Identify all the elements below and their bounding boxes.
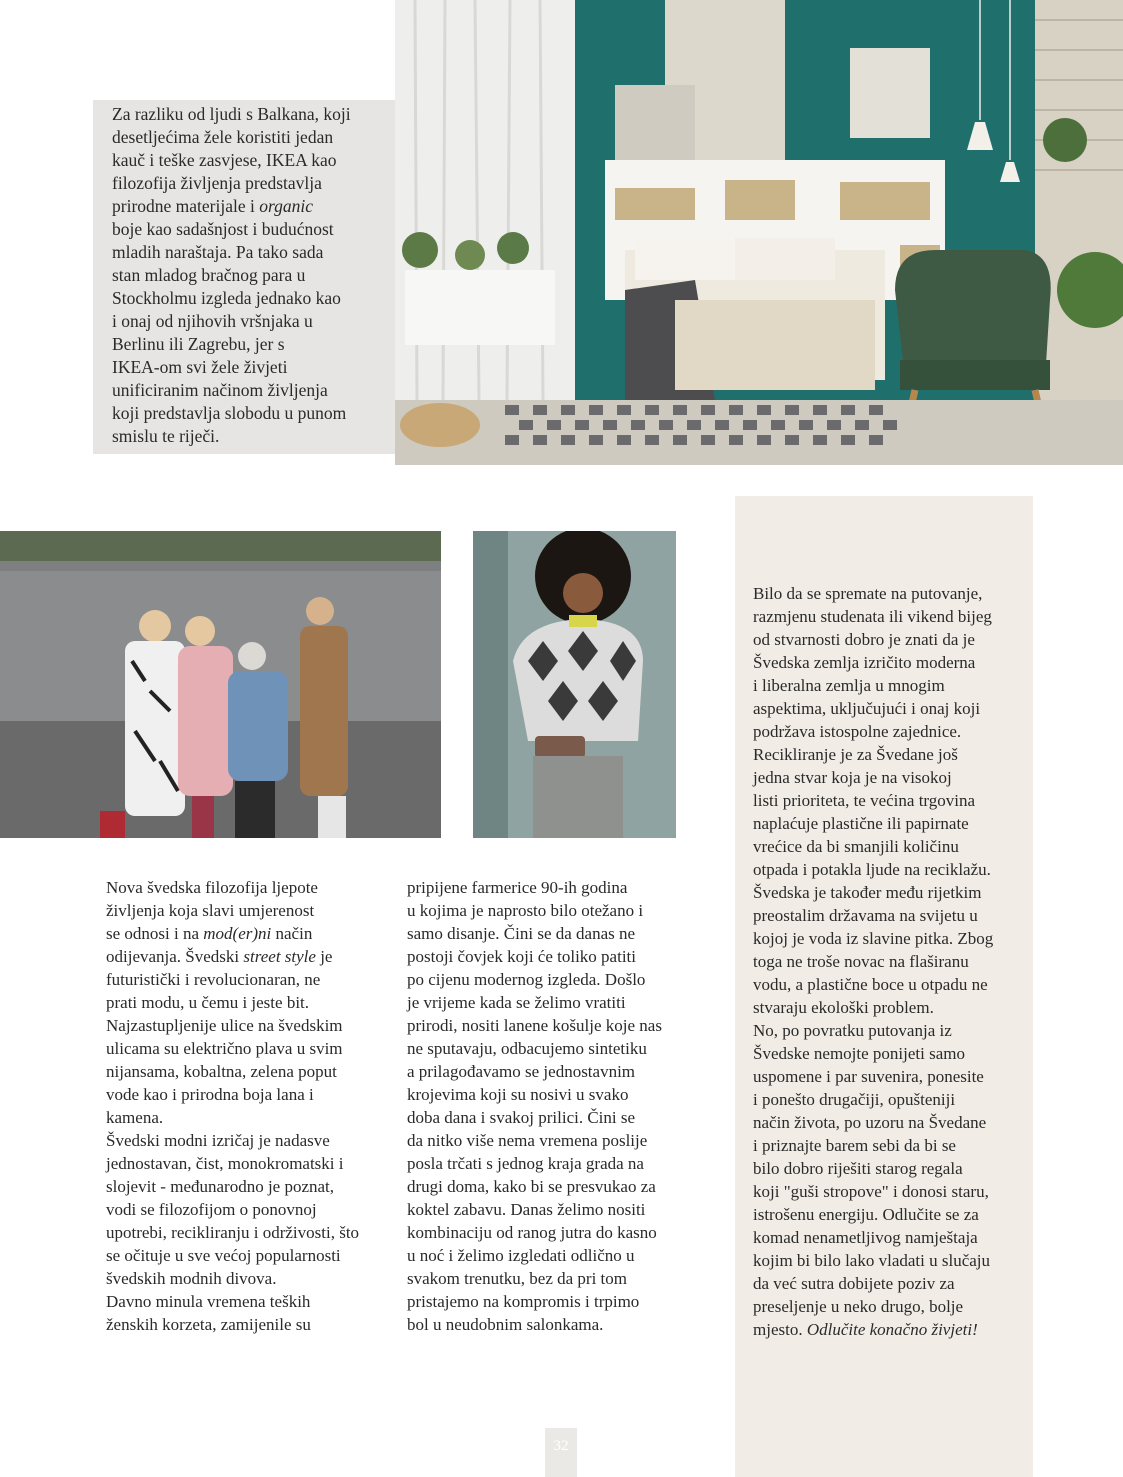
closing-emphasis: Odlučite konačno živjeti! xyxy=(806,1320,978,1339)
intro-line: mladih naraštaja. Pa tako sada xyxy=(112,242,324,262)
col1-line: upotrebi, recikliranju i održivosti, što xyxy=(106,1223,360,1242)
intro-line: kauč i teške zasvjese, IKEA kao xyxy=(112,150,337,170)
col1-line: ulicama su električno plava u svim xyxy=(106,1039,343,1058)
side-line: razmjenu studenata ili vikend bijeg xyxy=(753,607,992,626)
side-line: mjesto. Odlučite konačno živjeti! xyxy=(753,1320,978,1339)
organic-emphasis: organic xyxy=(259,196,314,216)
side-line: i ponešto drugačiji, opušteniji xyxy=(753,1090,956,1109)
col1-line: prati modu, u čemu i jeste bit. xyxy=(106,993,310,1012)
intro-text xyxy=(112,103,382,448)
col2-line: pristajemo na kompromis i trpimo xyxy=(407,1292,640,1311)
street-woman-photo xyxy=(473,531,676,838)
side-line: preostalim državama na svijetu u xyxy=(753,906,978,925)
side-line: bilo dobro riješiti starog regala xyxy=(753,1159,963,1178)
col1-line: Nova švedska filozofija ljepote xyxy=(106,878,318,897)
side-line: No, po povratku putovanja iz xyxy=(753,1021,952,1040)
side-line: od stvarnosti dobro je znati da je xyxy=(753,630,975,649)
col2-line: bol u neudobnim salonkama. xyxy=(407,1315,604,1334)
side-line: podržava istospolne zajednice. xyxy=(753,722,962,741)
col2-line: ne sputavaju, odbacujemo sintetiku xyxy=(407,1039,647,1058)
side-line: listi prioriteta, te većina trgovina xyxy=(753,791,976,810)
side-line: način života, po uzoru na Švedane xyxy=(753,1113,987,1132)
side-line: i liberalna zemlja u mnogim xyxy=(753,676,945,695)
col1-line: se očituje u sve većoj popularnosti xyxy=(106,1246,341,1265)
col2-line: prirodi, nositi lanene košulje koje nas xyxy=(407,1016,662,1035)
intro-line: smislu te riječi. xyxy=(112,426,220,446)
col2-line: samo disanje. Čini se da danas ne xyxy=(407,924,636,943)
col2-line: koktel zabavu. Danas želimo nositi xyxy=(407,1200,646,1219)
col1-line: jednostavan, čist, monokromatski i xyxy=(106,1154,344,1173)
intro-line: filozofija življenja predstavlja xyxy=(112,173,322,193)
col2-line: je vrijeme kada se želimo vratiti xyxy=(407,993,626,1012)
page-number: 32 xyxy=(545,1428,577,1477)
side-line: istrošenu energiju. Odlučite se za xyxy=(753,1205,979,1224)
col2-line: a prilagođavamo se jednostavnim xyxy=(407,1062,636,1081)
bedroom-photo xyxy=(395,0,1123,465)
intro-line: Za razliku od ljudi s Balkana, koji xyxy=(112,104,351,124)
intro-line: Stockholmu izgleda jednako kao xyxy=(112,288,341,308)
intro-line: stan mladog bračnog para u xyxy=(112,265,306,285)
col1-line: Davno minula vremena teških xyxy=(106,1292,311,1311)
col1-line: kamena. xyxy=(106,1108,164,1127)
side-line: aspektima, uključujući i onaj koji xyxy=(753,699,981,718)
col1-line: slojevit - međunarodno je poznat, xyxy=(106,1177,335,1196)
side-line: otpada i potakla ljude na reciklažu. xyxy=(753,860,991,879)
side-line: komad nenametljivog namještaja xyxy=(753,1228,978,1247)
col1-line: ženskih korzeta, zamijenile su xyxy=(106,1315,311,1334)
col1-line: se odnosi i na mod(er)ni način xyxy=(106,924,313,943)
intro-line: koji predstavlja slobodu u punom xyxy=(112,403,347,423)
side-line: Švedska je također među rijetkim xyxy=(753,883,982,902)
side-line: Švedske nemojte ponijeti samo xyxy=(753,1044,965,1063)
side-line: Švedska zemlja izričito moderna xyxy=(753,653,976,672)
side-line: stvaraju ekološki problem. xyxy=(753,998,934,1017)
article-column-2 xyxy=(407,876,687,1336)
intro-line: unificiranim načinom življenja xyxy=(112,380,328,400)
side-line: uspomene i par suvenira, ponesite xyxy=(753,1067,984,1086)
col1-line: nijansama, kobaltna, zelena poput xyxy=(106,1062,337,1081)
col2-line: pripijene farmerice 90-ih godina xyxy=(407,878,628,897)
col2-line: drugi doma, kako bi se presvukao za xyxy=(407,1177,656,1196)
col2-line: da nitko više nema vremena poslije xyxy=(407,1131,648,1150)
side-line: naplaćuje plastične ili papirnate xyxy=(753,814,969,833)
side-line: kojoj je voda iz slavine pitka. Zbog xyxy=(753,929,994,948)
side-line: kojim bi bilo lako vladati u slučaju xyxy=(753,1251,991,1270)
col2-line: po cijenu modernog izgleda. Došlo xyxy=(407,970,646,989)
intro-line: desetljećima žele koristiti jedan xyxy=(112,127,334,147)
intro-line: prirodne materijale i organic xyxy=(112,196,314,216)
col1-line: odijevanja. Švedski street style je xyxy=(106,947,333,966)
side-line: vodu, a plastične boce u otpadu ne xyxy=(753,975,988,994)
col2-line: kombinaciju od ranog jutra do kasno xyxy=(407,1223,657,1242)
modern-emphasis: mod(er)ni xyxy=(203,924,272,943)
intro-line: i onaj od njihovih vršnjaka u xyxy=(112,311,313,331)
article-column-1 xyxy=(106,876,374,1336)
street-group-photo xyxy=(0,531,441,838)
intro-line: Berlinu ili Zagrebu, jer s xyxy=(112,334,285,354)
col2-line: svakom trenutku, bez da pri tom xyxy=(407,1269,628,1288)
intro-line: IKEA-om svi žele živjeti xyxy=(112,357,288,377)
col1-line: vode kao i prirodna boja lana i xyxy=(106,1085,314,1104)
side-line: toga ne troše novac na flaširanu xyxy=(753,952,969,971)
side-line: koji "guši stropove" i donosi staru, xyxy=(753,1182,989,1201)
side-line: Bilo da se spremate na putovanje, xyxy=(753,584,983,603)
col1-line: vodi se filozofijom o ponovnoj xyxy=(106,1200,317,1219)
street-style-emphasis: street style xyxy=(243,947,316,966)
side-line: i priznajte barem sebi da bi se xyxy=(753,1136,956,1155)
col1-line: švedskih modnih divova. xyxy=(106,1269,277,1288)
side-text xyxy=(753,582,1021,1341)
col2-line: u noć i želimo izgledati odlično u xyxy=(407,1246,635,1265)
col2-line: krojevima koji su nosivi u svako xyxy=(407,1085,629,1104)
side-line: vrećice da bi smanjili količinu xyxy=(753,837,959,856)
col1-line: Švedski modni izričaj je nadasve xyxy=(106,1131,330,1150)
col1-line: Najzastupljenije ulice na švedskim xyxy=(106,1016,343,1035)
col2-line: doba dana i svakoj prilici. Čini se xyxy=(407,1108,636,1127)
col1-line: življenja koja slavi umjerenost xyxy=(106,901,315,920)
side-line: Recikliranje je za Švedane još xyxy=(753,745,958,764)
side-line: preseljenje u neko drugo, bolje xyxy=(753,1297,964,1316)
col2-line: postoji čovjek koji će toliko patiti xyxy=(407,947,636,966)
intro-line: boje kao sadašnjost i budućnost xyxy=(112,219,334,239)
col2-line: u kojima je naprosto bilo otežano i xyxy=(407,901,644,920)
col2-line: posla trčati s jednog kraja grada na xyxy=(407,1154,644,1173)
side-line: jedna stvar koja je na visokoj xyxy=(753,768,952,787)
col1-line: futuristički i revolucionaran, ne xyxy=(106,970,321,989)
side-line: da već sutra dobijete poziv za xyxy=(753,1274,955,1293)
